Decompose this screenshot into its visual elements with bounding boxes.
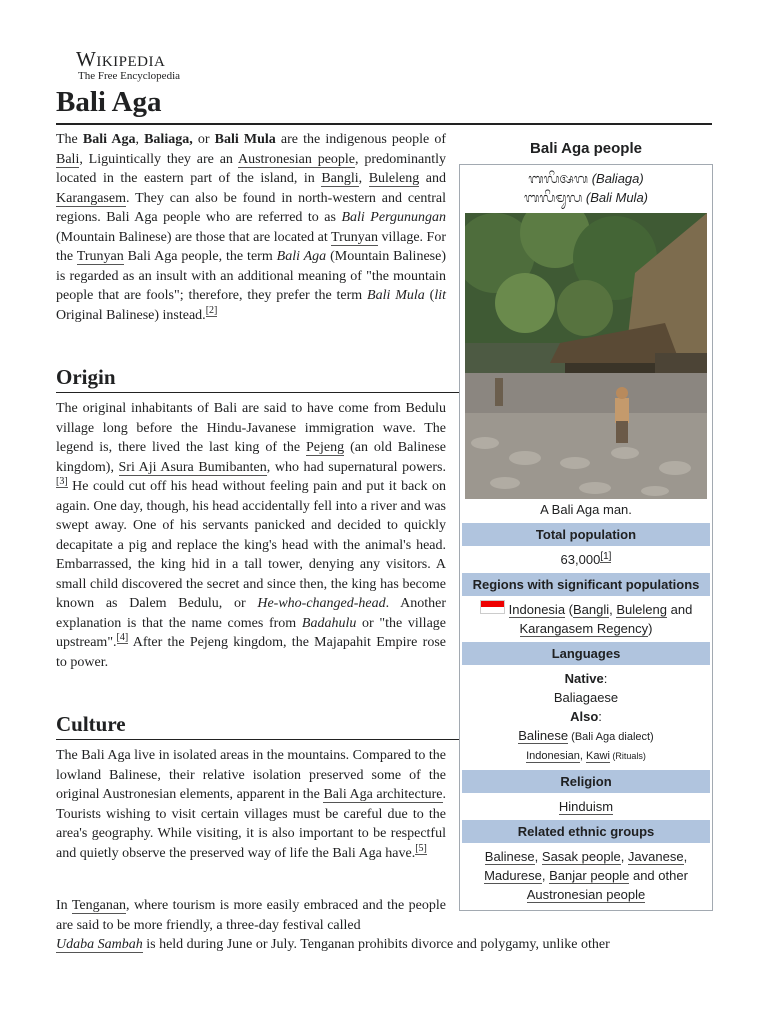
link-sasak-people[interactable]: Sasak people (541, 849, 621, 864)
native-language: Baliagaese (553, 690, 619, 705)
total-population-value: 63,000[1] (560, 550, 612, 567)
intro-paragraph: The Bali Aga, Baliaga, or Bali Mula are the indigenous people of Bali, Liguintically they are an Austronesian people, predominantly located in the eastern part of the island, in Bangli, Buleleng and Karangasem. They can also be found in north-western and central regions. Bali Aga people who are referred to as Bali Pergunungan (Mountain Balinese) are those that are located at Trunyan village. For the Trunyan Bali Aga people, the term Bali Aga (Mountain Balinese) is regarded as an insult with an additional meaning of "the mountain people that are fools"; therefore, they prefer the term Bali Mula (lit Original Balinese) instead.[2] (56, 132, 447, 323)
native-name-script-2: ᬩᬮᬶᬫᬸᬮ (524, 190, 583, 205)
infobox-title: Bali Aga people (530, 140, 642, 157)
heading-culture: Culture (56, 712, 126, 736)
ref-4[interactable]: [4] (116, 632, 129, 644)
link-bali-aga-architecture[interactable]: Bali Aga architecture (323, 787, 443, 802)
native-label: Native (564, 671, 604, 686)
title-rule (56, 123, 712, 125)
link-karangasem-regency[interactable]: Karangasem Regency (519, 621, 649, 636)
link-austronesian-people-infobox[interactable]: Austronesian people (526, 887, 646, 902)
link-trunyan-2[interactable]: Trunyan (76, 249, 124, 264)
indonesia-flag-icon (480, 600, 505, 614)
photo-illustration (465, 213, 707, 499)
link-austronesian-people[interactable]: Austronesian people (237, 151, 356, 167)
heading-origin: Origin (56, 365, 116, 389)
regions-header: Regions with significant populations (462, 573, 710, 596)
link-balinese-language[interactable]: Balinese (518, 728, 569, 743)
link-kawi-language[interactable]: Kawi (586, 750, 610, 762)
link-hinduism[interactable]: Hinduism (558, 799, 614, 814)
infobox (459, 140, 713, 911)
bali-aga-man-photo[interactable] (465, 213, 707, 499)
regions-value: Indonesia (Bangli, Buleleng and Karangasem Regency) (460, 598, 712, 640)
native-name-script-1: ᬩᬮᬶᬅᬕ (528, 171, 589, 186)
ref-1[interactable]: [1] (600, 550, 612, 562)
culture-paragraph-1: The Bali Aga live in isolated areas in the mountains. Compared to the lowland Balinese, their relative isolation preserved some of the original Austronesian elements, apparent in the Bali Aga architecture. Tourists wishing to visit certain villages must be careful due to the area's geography. While visiting, it is also important to be respectful and quietly observe the preserved way of life the Bali Aga have.[5] (56, 748, 446, 861)
languages-value: Native: Baliagaese Also: Balinese (Bali Aga dialect) Indonesian, Kawi (Rituals) (460, 667, 712, 768)
photo-caption: A Bali Aga man. (540, 502, 632, 517)
total-population-header: Total population (462, 523, 710, 546)
native-names (460, 165, 712, 207)
link-madurese[interactable]: Madurese (484, 868, 542, 883)
link-sri-aji-asura-bumibanten[interactable]: Sri Aji Asura Bumibanten (118, 459, 267, 475)
ref-5[interactable]: [5] (415, 842, 427, 854)
link-tenganan[interactable]: Tenganan (71, 898, 127, 913)
link-udaba-sambah[interactable]: Udaba Sambah (56, 937, 143, 952)
culture-paragraph-2-end: Udaba Sambah is held during June or July. Tenganan prohibits divorce and polygamy, unlike other (56, 937, 610, 952)
link-javanese[interactable]: Javanese (627, 849, 684, 864)
religion-value (460, 795, 712, 818)
related-groups-header: Related ethnic groups (462, 820, 710, 843)
link-bali[interactable]: Bali (56, 151, 80, 167)
wikipedia-tagline: The Free Encyclopedia (78, 70, 181, 82)
wikipedia-logo[interactable] (76, 48, 206, 83)
native-name-latin-1: (Baliaga) (591, 171, 644, 186)
link-indonesian-language[interactable]: Indonesian (526, 750, 580, 762)
link-region-buleleng[interactable]: Buleleng (616, 602, 667, 617)
origin-paragraph: The original inhabitants of Bali are said to have come from Bedulu village long before the Hindu-Javanese immigration wave. The legend is, there lived the last king of the Pejeng (an old Balinese kingdom), Sri Aji Asura Bumibanten, who had supernatural powers.[3] He could cut off his head without feeling pain and put it back on again. One day, though, his head accidentally fell into a river and was swept away. One of his servants panicked and decided to quickly decapitate a pig and replace the king's head with the animal's head. Embarrassed, the king hid in a tall tower, denying any visitors. A small child discovered the secret and since then, the king has become known as Dalem Bedulu, or He-who-changed-head. Another explanation is that the name comes from Badahulu or "the village upstream".[4] After the Pejeng kingdom, the Majapahit Empire rose to power. (56, 401, 446, 670)
link-balinese-people[interactable]: Balinese (484, 849, 535, 864)
related-groups-value: Balinese, Sasak people, Javanese, Madurese, Banjar people and other Austronesian people (484, 849, 688, 902)
ref-2[interactable]: [2] (205, 304, 218, 316)
also-label: Also (570, 709, 599, 724)
link-region-bangli[interactable]: Bangli (573, 602, 610, 617)
native-name-latin-2: (Bali Mula) (585, 190, 648, 205)
link-indonesia[interactable]: Indonesia (508, 602, 566, 617)
link-karangasem[interactable]: Karangasem (56, 190, 126, 206)
languages-header: Languages (462, 642, 710, 665)
link-pejeng[interactable]: Pejeng (306, 440, 345, 455)
infobox-frame (459, 164, 713, 911)
culture-paragraph-2-start: In Tenganan, where tourism is more easily embraced and the people are said to be more friendly, a three-day festival called (56, 898, 446, 933)
page-title: Bali Aga (56, 86, 162, 118)
link-trunyan[interactable]: Trunyan (331, 229, 378, 245)
link-banjar-people[interactable]: Banjar people (549, 868, 630, 883)
religion-header: Religion (462, 770, 710, 793)
link-bangli[interactable]: Bangli (321, 171, 359, 186)
link-buleleng[interactable]: Buleleng (368, 171, 420, 186)
ref-3[interactable]: [3] (56, 476, 68, 488)
wikipedia-wordmark: Wikipedia (76, 47, 166, 71)
